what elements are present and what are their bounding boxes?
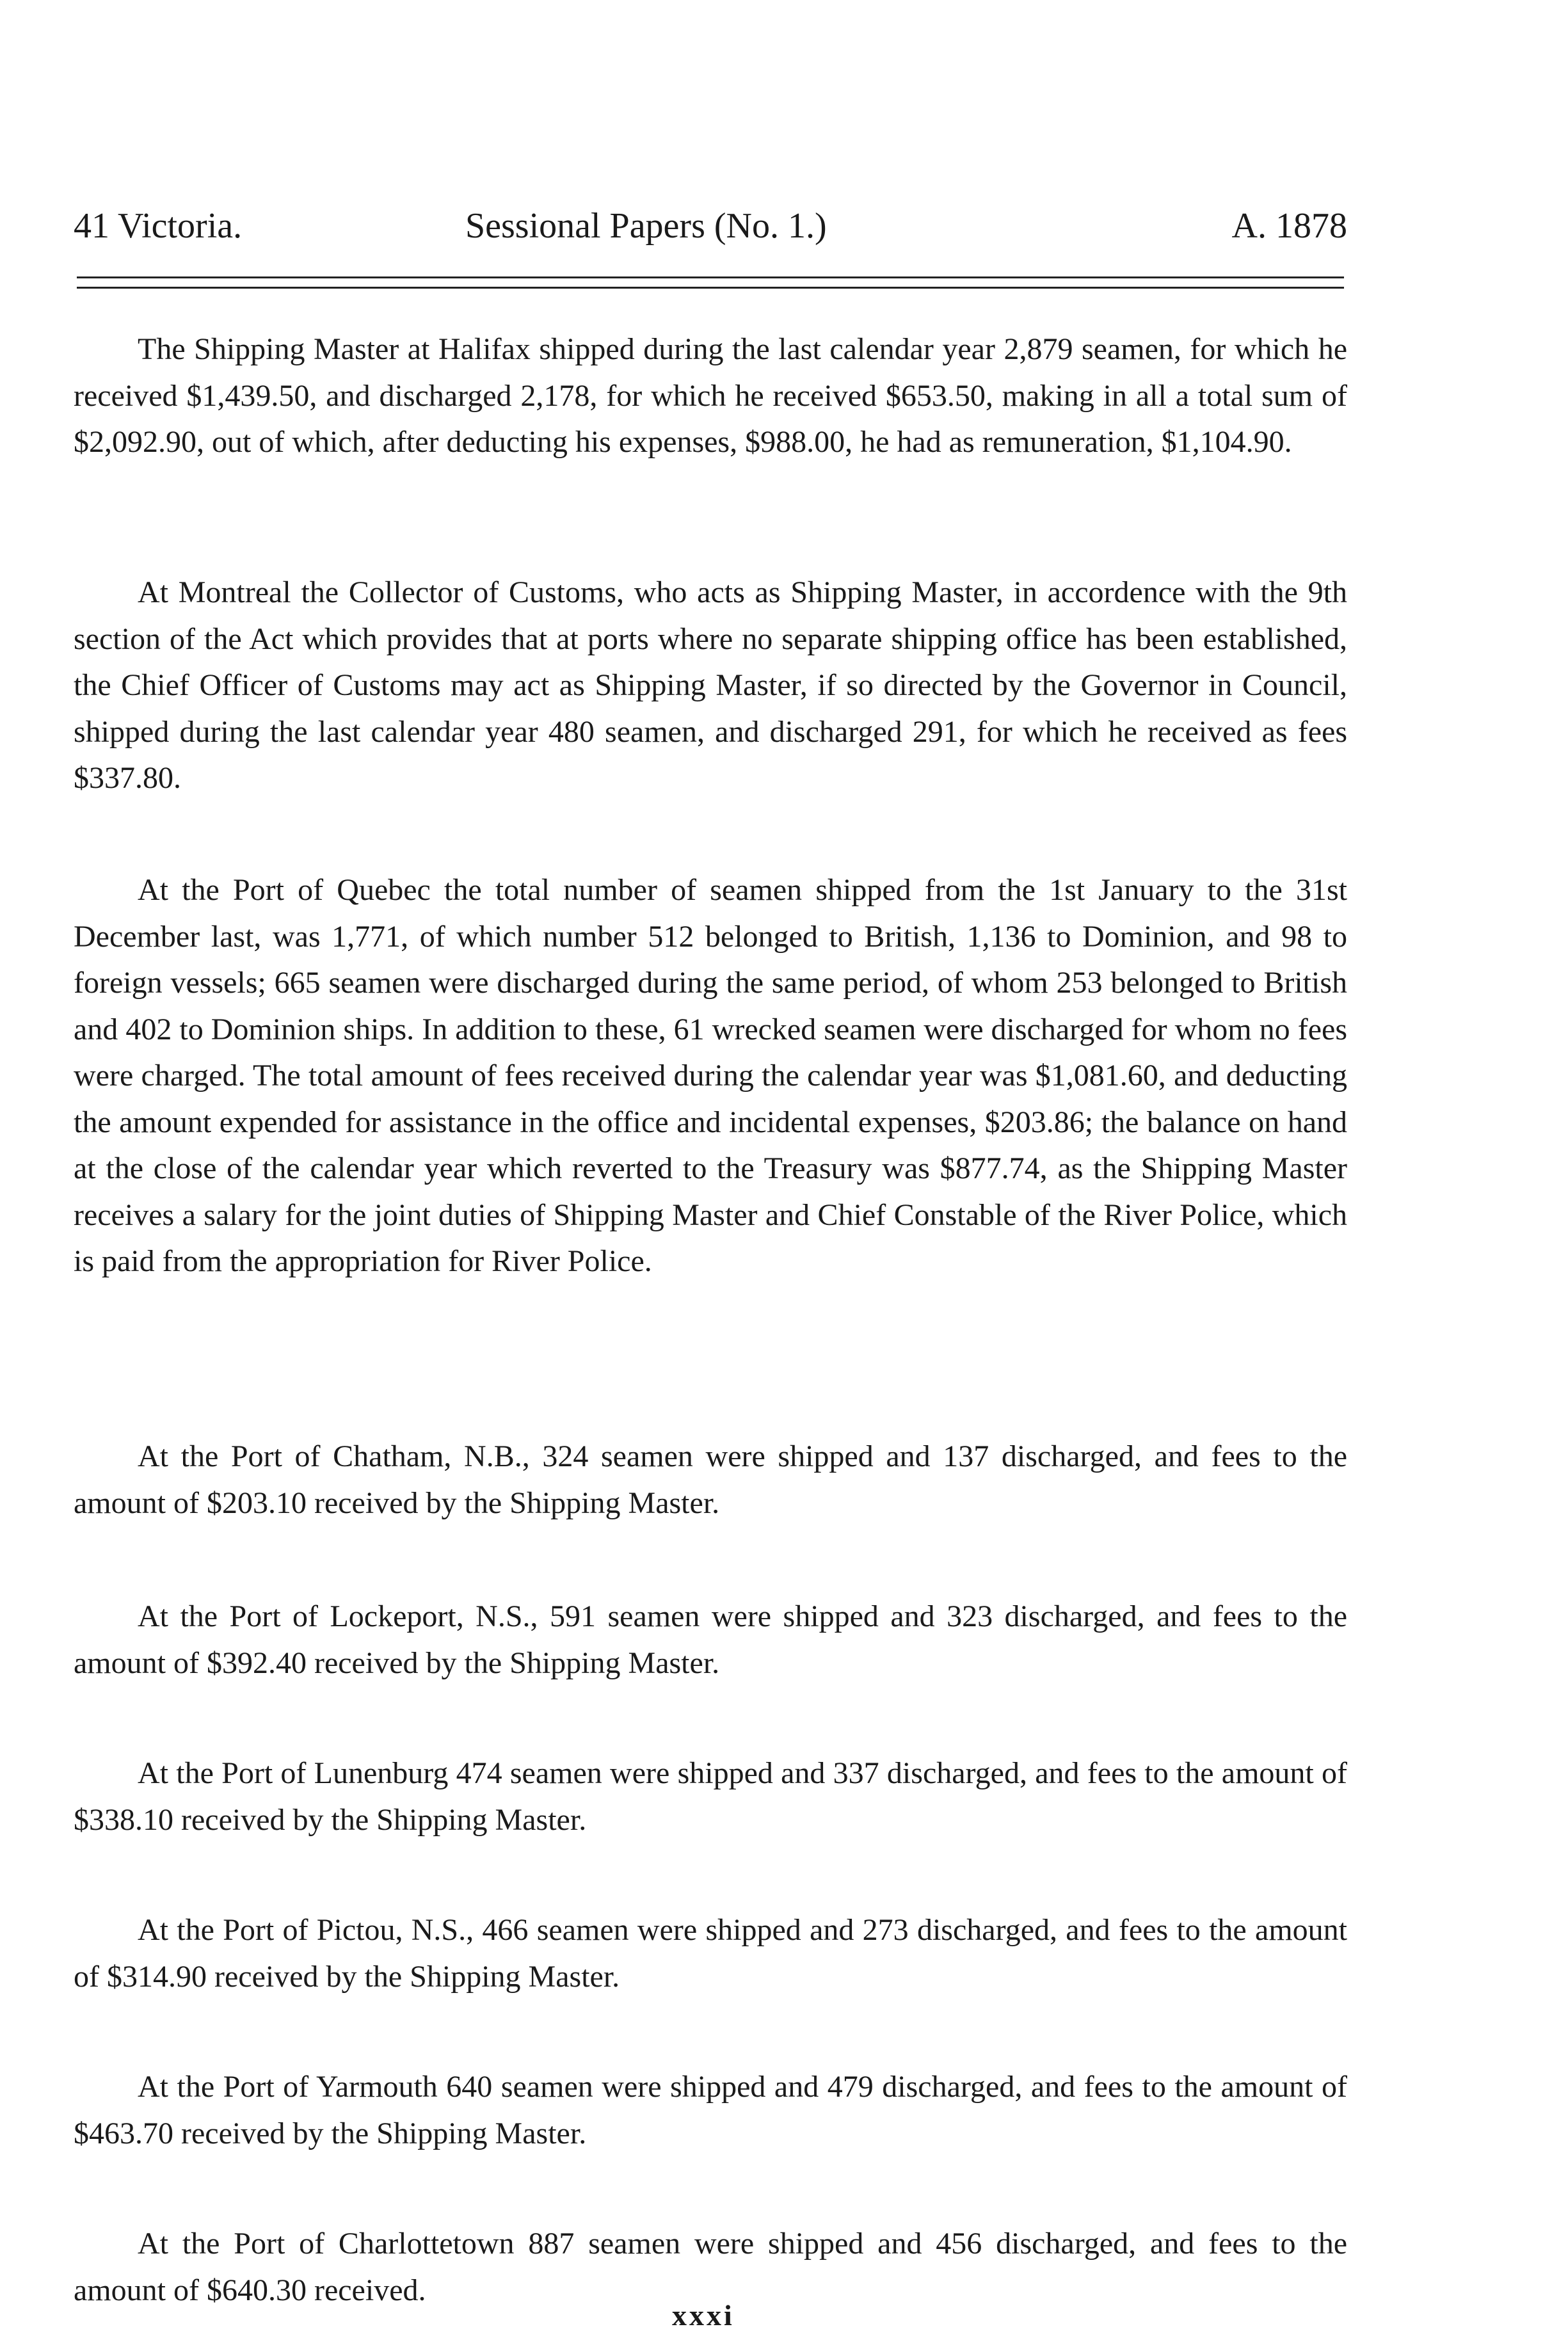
paragraph-montreal: At Montreal the Collector of Customs, who acts as Shipping Master, in accordence with the 9th section of the Act which provides that at ports where no separate shipping office has been established, the Chief Officer of Customs may act as Shipping Master, if so directed by the Governor in Council, shipped during the last calendar year 480 seamen, and discharged 291, for which he received as fees $337.80.: [74, 575, 1347, 795]
header-rule-top: [77, 276, 1344, 278]
paragraph-pictou: At the Port of Pictou, N.S., 466 seamen were shipped and 273 discharged, and fees to the amount of $314.90 received by the Shipping Master.: [74, 1913, 1347, 1994]
paragraph-chatham: At the Port of Chatham, N.B., 324 seamen were shipped and 137 discharged, and fees to the amount of $203.10 received by the Shipping Master.: [74, 1439, 1347, 1520]
header-rule-bottom: [77, 287, 1344, 289]
header-year: A. 1878: [1231, 206, 1347, 246]
header-title: Sessional Papers (No. 1.): [465, 206, 827, 246]
page-number: xxxi: [672, 2299, 735, 2332]
running-header: [74, 204, 1347, 248]
paragraph-yarmouth: At the Port of Yarmouth 640 seamen were shipped and 479 discharged, and fees to the amount of $463.70 received by the Shipping Master.: [74, 2070, 1347, 2150]
paragraph-charlottetown: At the Port of Charlottetown 887 seamen were shipped and 456 discharged, and fees to the amount of $640.30 received.: [74, 2227, 1347, 2307]
paragraph-lunenburg: At the Port of Lunenburg 474 seamen were shipped and 337 discharged, and fees to the amount of $338.10 received by the Shipping Master.: [74, 1756, 1347, 1837]
paragraph-quebec: At the Port of Quebec the total number of seamen shipped from the 1st January to the 31st December last, was 1,771, of which number 512 belonged to British, 1,136 to Dominion, and 98 to foreign vessels; 665 seamen were discharged during the same period, of whom 253 belonged to British and 402 to Dominion ships. In addition to these, 61 wrecked seamen were discharged for whom no fees were charged. The total amount of fees received during the calendar year was $1,081.60, and deducting the amount expended for assistance in the office and incidental expenses, $203.86; the balance on hand at the close of the calendar year which reverted to the Treasury was $877.74, as the Shipping Master receives a salary for the joint duties of Shipping Master and Chief Constable of the River Police, which is paid from the appropriation for River Police.: [74, 873, 1347, 1278]
paragraph-lockeport: At the Port of Lockeport, N.S., 591 seamen were shipped and 323 discharged, and fees to the amount of $392.40 received by the Shipping Master.: [74, 1599, 1347, 1680]
paragraph-halifax: The Shipping Master at Halifax shipped during the last calendar year 2,879 seamen, for which he received $1,439.50, and discharged 2,178, for which he received $653.50, making in all a total sum of $2,092.90, out of which, after deducting his expenses, $988.00, he had as remuneration, $1,104.90.: [74, 332, 1347, 459]
header-volume: 41 Victoria.: [74, 206, 243, 246]
